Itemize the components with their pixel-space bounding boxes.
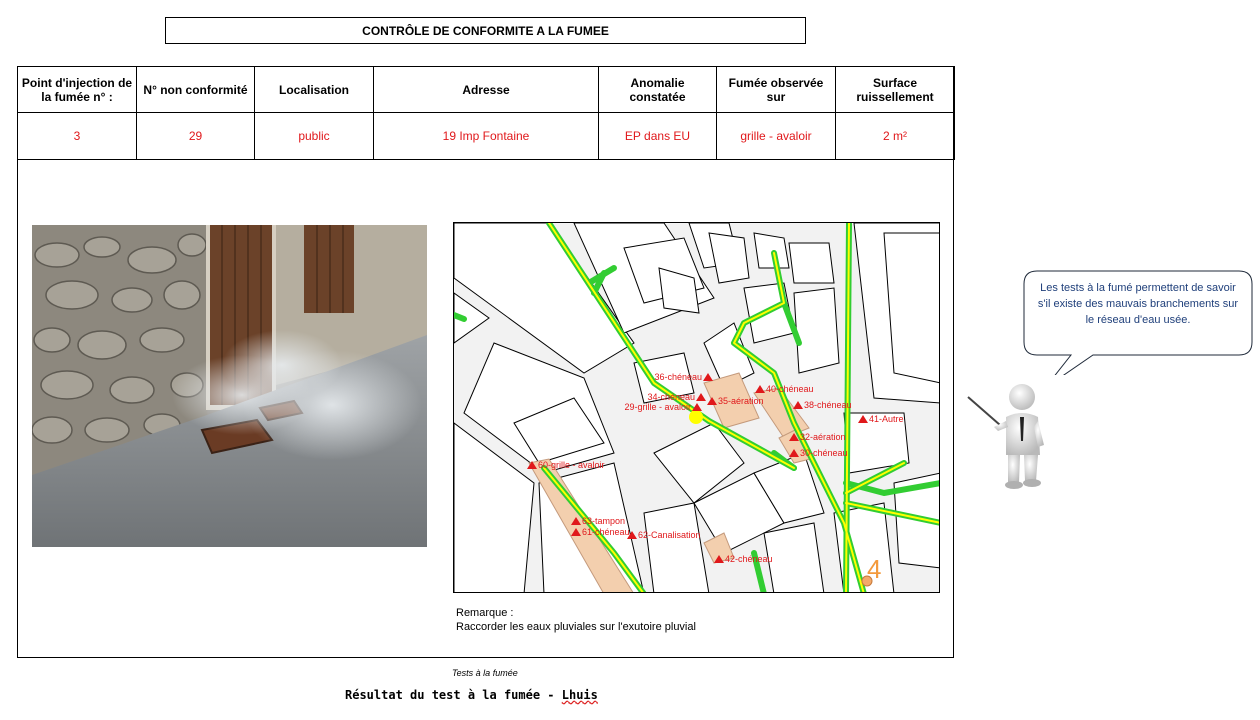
result-place: Lhuis	[561, 688, 598, 702]
cell-smoke-observed: grille - avaloir	[717, 113, 836, 160]
map-label: 63-tampon	[582, 516, 626, 526]
conformity-table	[17, 66, 955, 160]
page-title: CONTRÔLE DE CONFORMITE A LA FUMEE	[165, 17, 806, 44]
cell-non-conformity: 29	[137, 113, 255, 160]
map-label: 38-chéneau	[804, 400, 852, 410]
remark	[456, 606, 696, 634]
map-label: 32-aération	[800, 432, 846, 442]
figure-caption: Tests à la fumée	[452, 668, 518, 678]
map-marker-icon	[703, 373, 713, 381]
network-map	[453, 222, 940, 593]
header-location: Localisation	[255, 67, 374, 113]
cell-address: 19 Imp Fontaine	[374, 113, 599, 160]
remark-text: Raccorder les eaux pluviales sur l'exutoire pluvial	[456, 621, 696, 633]
map-sector-number: 4	[867, 554, 882, 584]
map-marker-icon	[696, 393, 706, 401]
site-photo	[32, 225, 427, 547]
speech-bubble-text: Les tests à la fumé permettent de savoir s'il existe des mauvais branchements sur le réseau d'eau usée.	[1037, 282, 1239, 326]
cell-runoff-surface: 2 m²	[836, 113, 955, 160]
header-injection-point: Point d'injection de la fumée n° :	[18, 67, 137, 113]
table-header-row	[18, 67, 955, 113]
map-label: 61-chéneau	[582, 527, 630, 537]
map-marker-icon	[793, 401, 803, 409]
map-label: 62-Canalisation	[638, 530, 701, 540]
cell-injection-point: 3	[18, 113, 137, 160]
map-label: 41-Autre	[869, 414, 904, 424]
header-anomaly: Anomalie constatée	[599, 67, 717, 113]
map-label: 36-chéneau	[654, 372, 702, 382]
map-label: 35-aération	[718, 396, 764, 406]
result-title	[345, 688, 598, 702]
presenter-figure-icon	[962, 375, 1066, 493]
cell-location: public	[255, 113, 374, 160]
header-address: Adresse	[374, 67, 599, 113]
network-map-drawing	[454, 223, 940, 593]
map-marker-icon	[755, 385, 765, 393]
map-label: 60-grille - avaloir	[538, 460, 605, 470]
header-non-conformity: N° non conformité	[137, 67, 255, 113]
cell-anomaly: EP dans EU	[599, 113, 717, 160]
map-label: 40-chéneau	[766, 384, 814, 394]
speech-bubble	[1023, 270, 1253, 356]
site-photo-drawing	[32, 225, 427, 547]
remark-title: Remarque :	[456, 607, 514, 619]
header-runoff-surface: Surface ruissellement	[836, 67, 955, 113]
map-label: 42-chéneau	[725, 554, 773, 564]
map-label: 34-chéneau	[647, 392, 695, 402]
table-row	[18, 113, 955, 160]
map-label: 29-grille - avaloir	[624, 402, 691, 412]
header-smoke-observed: Fumée observée sur	[717, 67, 836, 113]
map-label: 30-chéneau	[800, 448, 848, 458]
result-prefix: Résultat du test à la fumée -	[345, 688, 562, 702]
